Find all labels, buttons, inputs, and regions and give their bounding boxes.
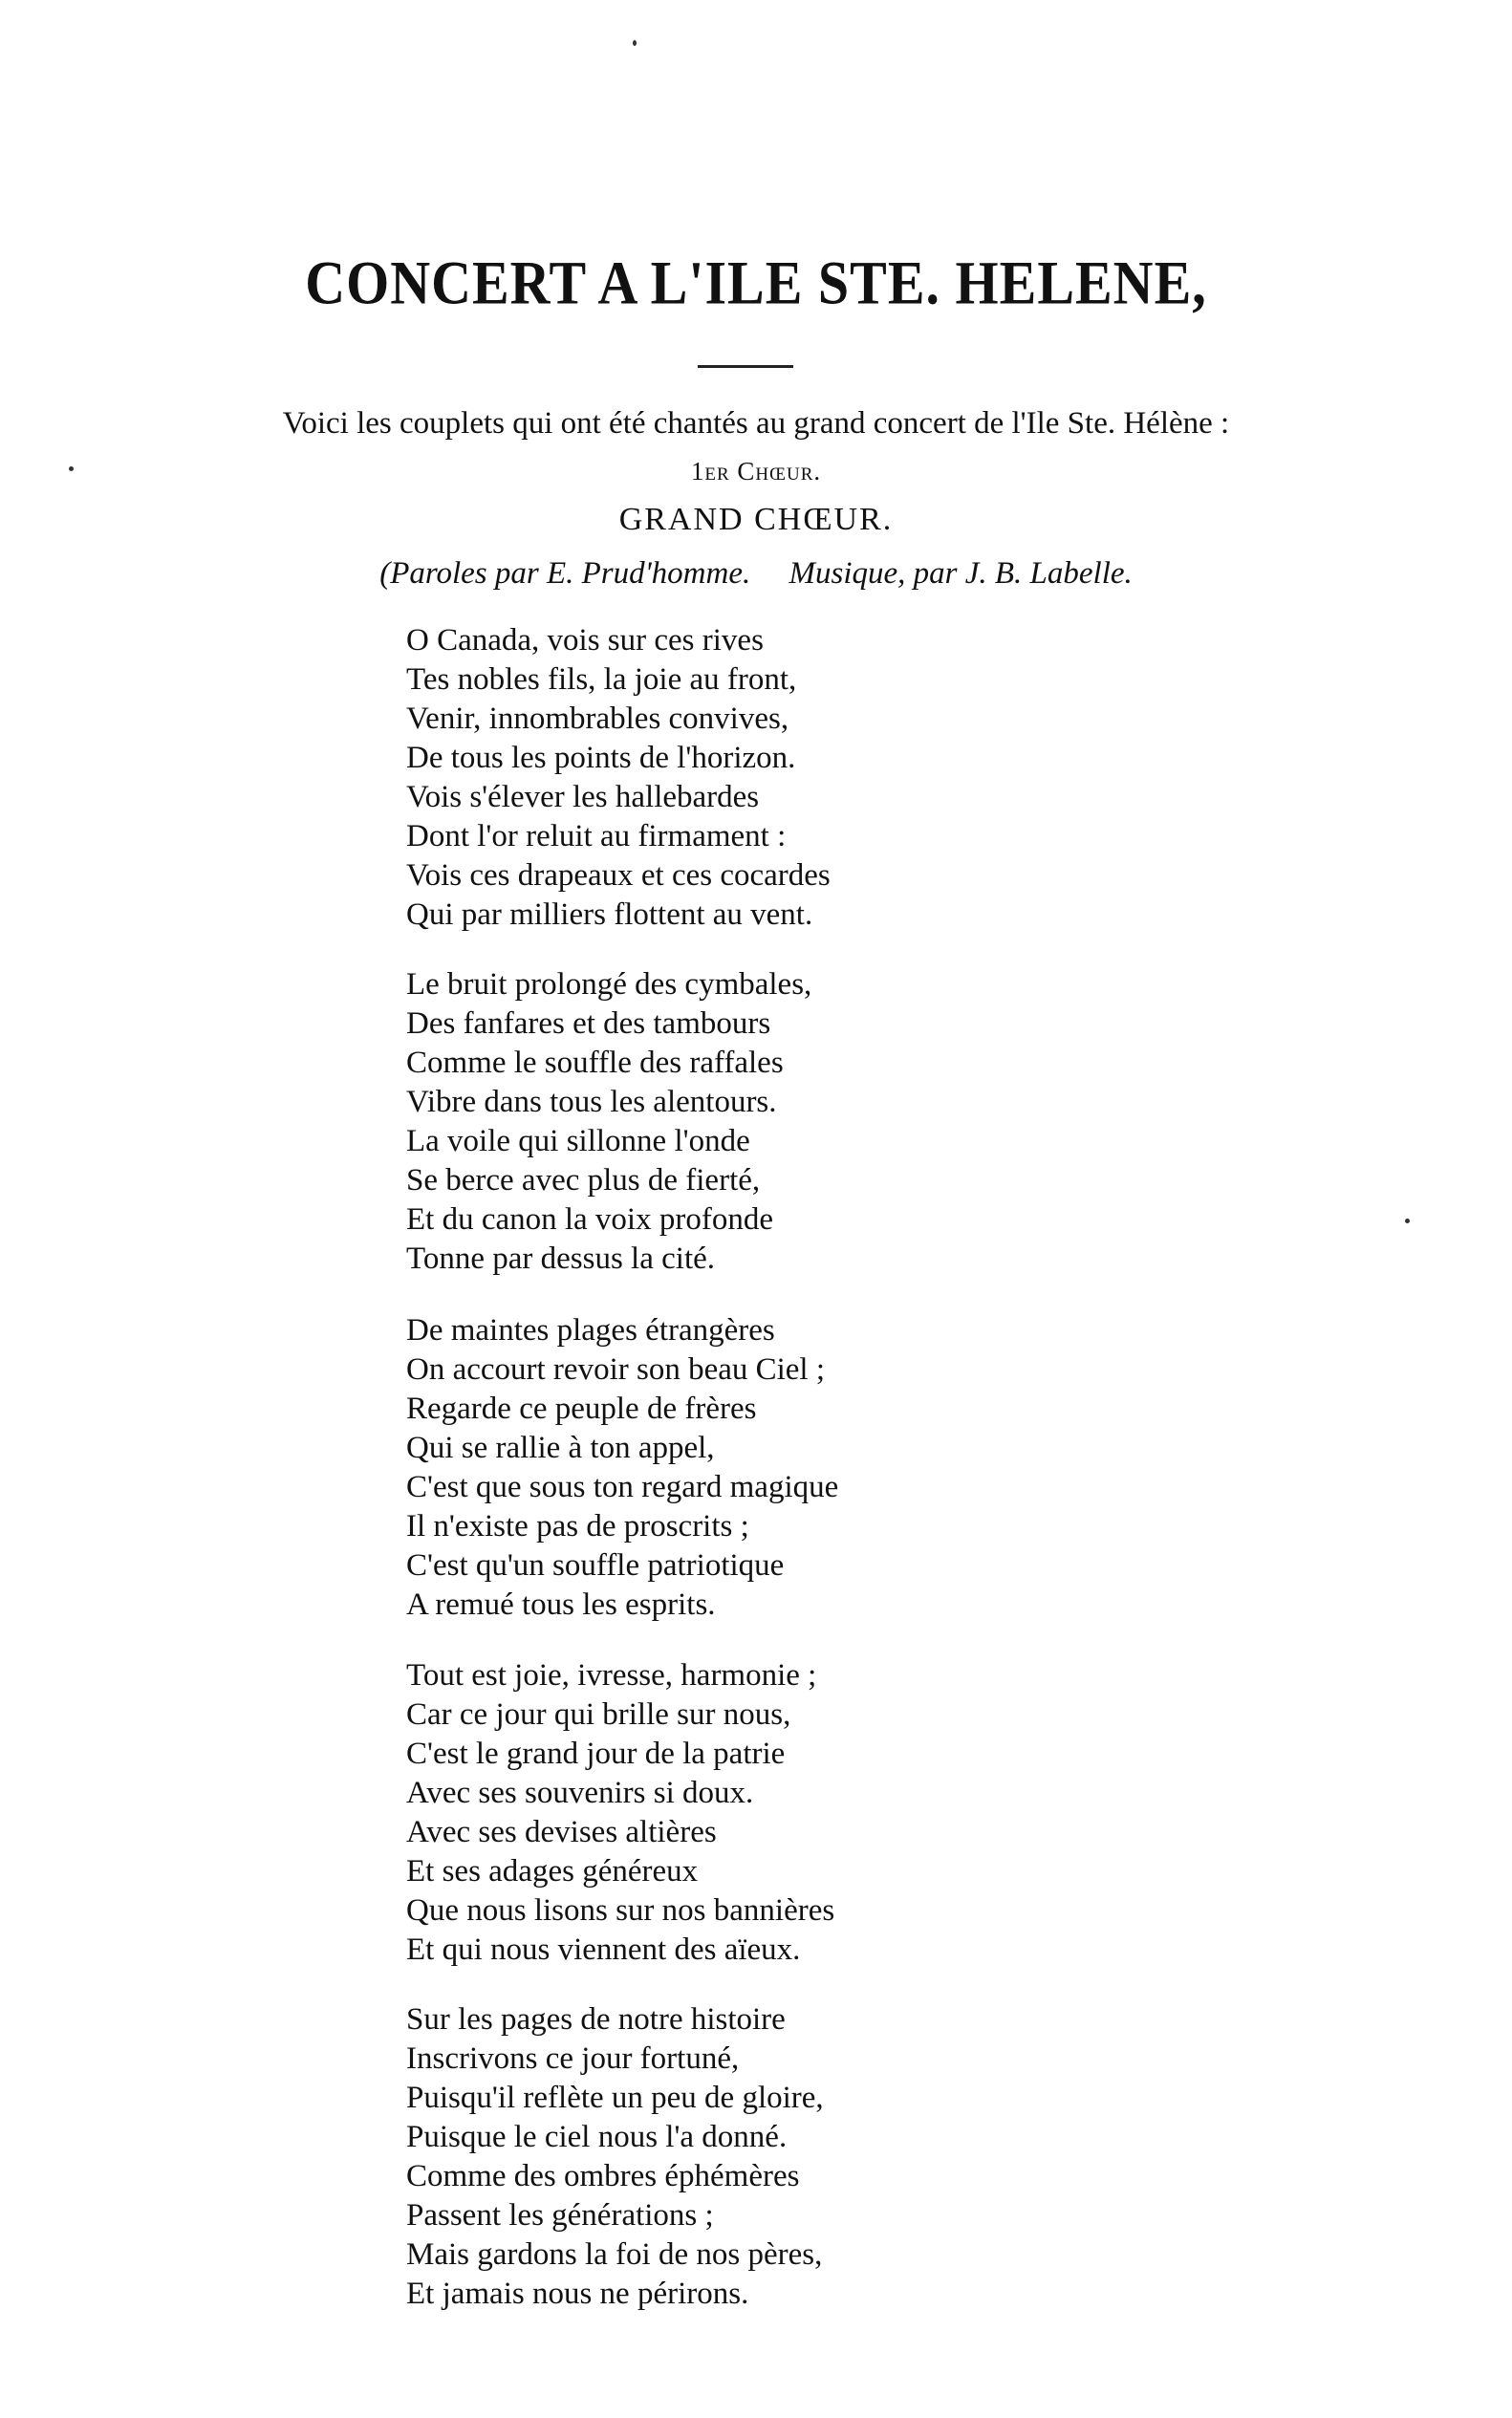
verse-line: Vois ces drapeaux et ces cocardes bbox=[406, 858, 831, 893]
verse-line: On accourt revoir son beau Ciel ; bbox=[406, 1352, 826, 1387]
page-title: CONCERT A L'ILE STE. HELENE, bbox=[305, 248, 1207, 317]
verse-line: Puisque le ciel nous l'a donné. bbox=[406, 2120, 788, 2154]
verse-line: Avec ses souvenirs si doux. bbox=[406, 1776, 754, 1810]
intro-text: Voici les couplets qui ont été chantés au grand concert de l'Ile Ste. Hélène : bbox=[282, 406, 1230, 441]
verse-line: Tes nobles fils, la joie au front, bbox=[406, 662, 797, 697]
verse-line: Inscrivons ce jour fortuné, bbox=[406, 2041, 740, 2076]
verse-line: Se berce avec plus de fierté, bbox=[406, 1163, 761, 1198]
verse-line: De tous les points de l'horizon. bbox=[406, 741, 796, 775]
verse-line: La voile qui sillonne l'onde bbox=[406, 1124, 750, 1158]
verse-line: Le bruit prolongé des cymbales, bbox=[406, 967, 812, 1002]
verse-line: Venir, innombrables convives, bbox=[406, 702, 789, 736]
stanza-2 bbox=[406, 965, 1075, 1279]
stanza-3 bbox=[406, 1311, 1075, 1625]
verse-line: C'est qu'un souffle patriotique bbox=[406, 1548, 785, 1583]
verse-line: Que nous lisons sur nos bannières bbox=[406, 1893, 835, 1928]
verse-line: Sur les pages de notre histoire bbox=[406, 2002, 786, 2037]
stanza-4 bbox=[406, 1656, 1075, 1970]
verse-line: Vibre dans tous les alentours. bbox=[406, 1085, 777, 1119]
verse-line: Car ce jour qui brille sur nous, bbox=[406, 1697, 791, 1732]
verse-line: C'est le grand jour de la patrie bbox=[406, 1737, 786, 1771]
verse-line: Tonne par dessus la cité. bbox=[406, 1241, 716, 1276]
verse-line: Et jamais nous ne périrons. bbox=[406, 2277, 749, 2311]
chorus-subheading: GRAND CHŒUR. bbox=[618, 502, 894, 537]
verse-line: Passent les générations ; bbox=[406, 2198, 714, 2233]
print-speck bbox=[1405, 1219, 1410, 1223]
verse-line: C'est que sous ton regard magique bbox=[406, 1470, 839, 1504]
lyrics-credit: (Paroles par E. Prud'homme. bbox=[379, 556, 751, 591]
credits-line bbox=[0, 556, 1512, 592]
verse-line: Comme des ombres éphémères bbox=[406, 2159, 800, 2193]
verse-line: Qui se rallie à ton appel, bbox=[406, 1431, 715, 1465]
verse-line: Il n'existe pas de proscrits ; bbox=[406, 1509, 749, 1544]
verse-line: Dont l'or reluit au firmament : bbox=[406, 819, 787, 853]
stanza-5 bbox=[406, 2000, 1075, 2314]
stanza-1 bbox=[406, 621, 1075, 935]
verse-line: Et qui nous viennent des aïeux. bbox=[406, 1932, 801, 1967]
verse-line: Regarde ce peuple de frères bbox=[406, 1392, 757, 1426]
verse-line: Et du canon la voix profonde bbox=[406, 1202, 773, 1237]
verse-line: Comme le souffle des raffales bbox=[406, 1046, 784, 1080]
verse-line: A remué tous les esprits. bbox=[406, 1587, 716, 1622]
title-divider bbox=[698, 365, 793, 368]
verse-line: Qui par milliers flottent au vent. bbox=[406, 897, 813, 932]
chorus-heading: 1er Chœur. bbox=[690, 457, 822, 486]
verse-line: Mais gardons la foi de nos pères, bbox=[406, 2237, 823, 2272]
verse-line: Avec ses devises altières bbox=[406, 1815, 717, 1849]
verse-line: Tout est joie, ivresse, harmonie ; bbox=[406, 1658, 817, 1693]
verse-line: Des fanfares et des tambours bbox=[406, 1006, 771, 1041]
print-speck bbox=[633, 40, 637, 46]
verse-line: Vois s'élever les hallebardes bbox=[406, 780, 760, 814]
music-credit: Musique, par J. B. Labelle. bbox=[788, 556, 1133, 591]
verse-line: Et ses adages généreux bbox=[406, 1854, 699, 1889]
verse-line: De maintes plages étrangères bbox=[406, 1313, 775, 1348]
verse-line: Puisqu'il reflète un peu de gloire, bbox=[406, 2081, 824, 2115]
verse-line: O Canada, vois sur ces rives bbox=[406, 623, 764, 658]
